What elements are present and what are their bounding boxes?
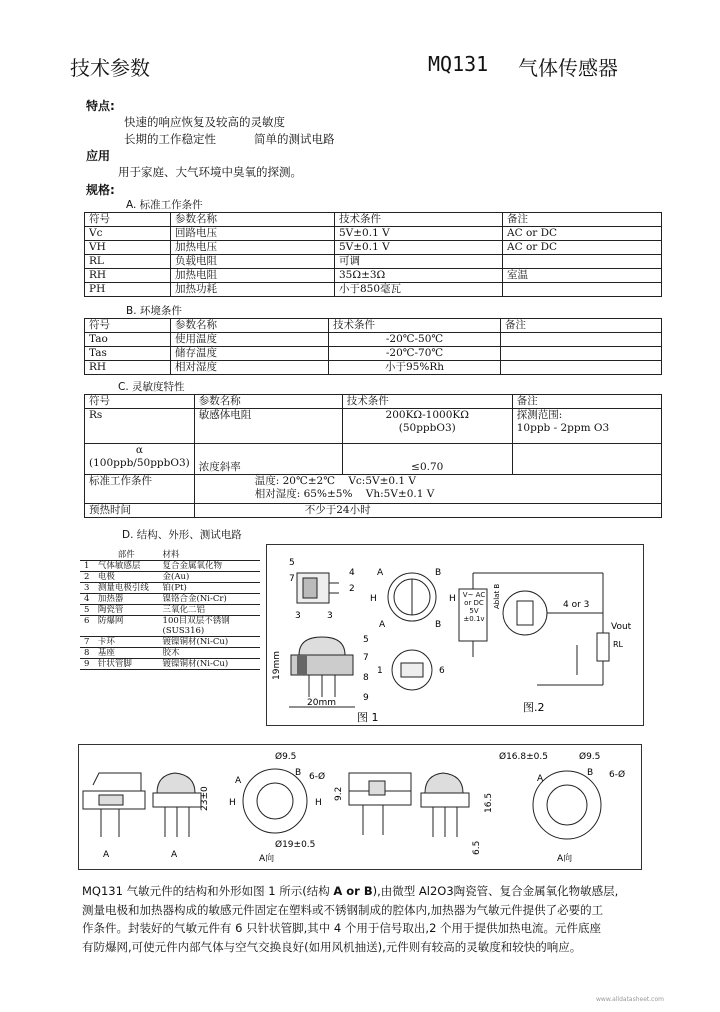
table-cell: AC or DC [503, 241, 662, 255]
features-line1: 快速的响应恢复及较高的灵敏度 [124, 115, 285, 129]
table-environment [84, 318, 662, 375]
table-cell [501, 333, 662, 347]
table-cell: AC or DC [503, 227, 662, 241]
table-cell: 加热器 [94, 594, 159, 605]
table-cell: 测量电极引线 [94, 583, 159, 594]
table-cell: 电极 [94, 572, 159, 583]
arrow-a-1: A [103, 850, 110, 860]
table-row [80, 616, 260, 637]
table-cell [501, 361, 662, 375]
dim-d19: Ø19±0.5 [275, 840, 316, 850]
table-row [85, 255, 662, 269]
sensor-core [303, 578, 317, 598]
table-cell: 气体敏感层 [94, 561, 159, 572]
dim-d9-5-a: Ø9.5 [275, 752, 297, 762]
table-cell: -20℃-50℃ [329, 333, 501, 347]
table-row [80, 648, 260, 659]
dim-6d-a: 6-Ø [309, 772, 326, 782]
table-cell: 三氧化二铝 [159, 605, 260, 616]
pin-label-h2: H [449, 594, 456, 604]
table-cell: Tao [85, 333, 171, 347]
table-cell: 小于850毫瓦 [335, 283, 503, 297]
dim-6-5: 6.5 [472, 840, 482, 855]
c1-b: B [295, 768, 302, 778]
table-cell: 陶瓷管 [94, 605, 159, 616]
table-cell: α (100ppb/50ppbO3) [85, 444, 195, 475]
table-cell: 备注 [512, 395, 661, 409]
table-cell: 8 [80, 648, 94, 659]
table-cell: 防爆网 [94, 616, 159, 637]
table-cell: 负载电阻 [171, 255, 335, 269]
c1-a: A [235, 776, 242, 786]
features-line2b: 简单的测试电路 [254, 132, 335, 146]
table-cell: 不少于24小时 [194, 504, 661, 518]
load-resistor [597, 633, 609, 661]
table-cell: 室温 [503, 269, 662, 283]
sensor-symbol [503, 591, 547, 635]
table-row [80, 572, 260, 583]
tableC-title: C. 灵敏度特性 [118, 381, 185, 393]
table-cell: 使用温度 [171, 333, 329, 347]
table-cell: 小于95%Rh [329, 361, 501, 375]
table-row [80, 637, 260, 648]
application-line: 用于家庭、大气环境中臭氧的探测。 [118, 165, 302, 179]
table-cell: 100目双层不锈钢(SUS316) [159, 616, 260, 637]
header-cell: 技术条件 [335, 213, 503, 227]
table-cell [512, 444, 661, 475]
header-cell: 参数名称 [171, 213, 335, 227]
table-cell: Tas [85, 347, 171, 361]
table-row [85, 241, 662, 255]
table-cell [80, 550, 94, 561]
vout-label: Vout [611, 622, 632, 632]
table-cell: 浓度斜率 [194, 444, 342, 475]
dim-20mm: 20mm [307, 698, 336, 708]
table-cell: 备注 [501, 319, 662, 333]
table-cell: 储存温度 [171, 347, 329, 361]
figure1-2-frame [266, 544, 644, 726]
table-header-row [85, 395, 662, 409]
table-cell [503, 255, 662, 269]
table-cell: 200KΩ-1000KΩ (50ppbO3) [342, 409, 512, 444]
table-cell: 参数名称 [194, 395, 342, 409]
callout-5: 5 [289, 558, 295, 568]
watermark: www.alldatasheet.com [596, 996, 664, 1003]
description-paragraph [82, 882, 662, 956]
para-line3: 作条件。封装好的气敏元件有 6 只针状管脚,其中 4 个用于信号取出,2 个用于提供加热电流。元件底座 [82, 921, 602, 935]
figure2-caption: 图.2 [523, 701, 545, 714]
table-cell: Rs [85, 409, 195, 444]
table-row [80, 594, 260, 605]
table-row [80, 605, 260, 616]
c1-h2: H [315, 798, 322, 808]
table-cell: 9 [80, 659, 94, 670]
table-row [85, 269, 662, 283]
table-cell: 3 [80, 583, 94, 594]
table-cell: 加热电阻 [171, 269, 335, 283]
table-row [85, 475, 662, 504]
table-row [85, 347, 662, 361]
c2-b: B [587, 768, 594, 778]
table-cell: 胶木 [159, 648, 260, 659]
table-row [85, 333, 662, 347]
table-cell: 预热时间 [85, 504, 195, 518]
para-line1a: MQ131 气敏元件的结构和外形如图 1 所示(结构 [82, 884, 334, 898]
dim-9-2: 9.2 [334, 786, 344, 801]
callout-3b: 3 [327, 611, 333, 621]
table-cell: PH [85, 283, 171, 297]
table-cell: 2 [80, 572, 94, 583]
table-cell: RH [85, 361, 171, 375]
table-row [80, 583, 260, 594]
table-cell: 复合金属氧化物 [159, 561, 260, 572]
table-cell: 标准工作条件 [85, 475, 195, 504]
table-row [80, 561, 260, 572]
table-row [85, 444, 662, 475]
callout-8: 8 [363, 673, 369, 683]
table-cell: 符号 [85, 319, 171, 333]
para-line4: 有防爆网,可使元件内部气体与空气交换良好(如用风机抽送),元件则有较高的灵敏度和较快的响应。 [82, 939, 582, 954]
dim-d9-5-b: Ø9.5 [579, 752, 601, 762]
table-parts [80, 550, 260, 670]
table-cell: 加热电压 [171, 241, 335, 255]
dim-23: 23±0 [200, 786, 210, 811]
table-cell: 材料 [159, 550, 260, 561]
tableD-title: D. 结构、外形、测试电路 [122, 529, 242, 541]
sensor-label: Ablat B [493, 583, 501, 609]
table-cell: 针状管脚 [94, 659, 159, 670]
header-cell: 符号 [85, 213, 171, 227]
table-cell: 部件 [94, 550, 159, 561]
table-cell: 5 [80, 605, 94, 616]
table-cell: 35Ω±3Ω [335, 269, 503, 283]
table-cell: 金(Au) [159, 572, 260, 583]
table-cell: 可调 [335, 255, 503, 269]
dim-16-5: 16.5 [484, 792, 494, 813]
table-cell: 7 [80, 637, 94, 648]
table-cell: 镀镍铜材(Ni-Cu) [159, 659, 260, 670]
arrow-a-2: A [171, 850, 178, 860]
table-cell: 符号 [85, 395, 195, 409]
table-row [85, 227, 662, 241]
spec-heading: 规格: [86, 183, 115, 197]
rl-label: RL [613, 640, 624, 649]
table-cell: 敏感体电阻 [194, 409, 342, 444]
callout-7: 7 [289, 574, 295, 584]
table-row [85, 283, 662, 297]
table-cell: ≤0.70 [342, 444, 512, 475]
callout-2: 2 [349, 584, 355, 594]
pins-label: 4 or 3 [563, 600, 590, 610]
table-cell: VH [85, 241, 171, 255]
pin-circle-1 [243, 769, 307, 833]
table-cell: 加热功耗 [171, 283, 335, 297]
para-line2: 测量电极和加热器构成的敏感元件固定在塑料或不锈钢制成的腔体内,加热器为气敏元件提供了必要的工 [82, 902, 604, 917]
callout-9: 9 [363, 693, 369, 703]
callout-5b: 5 [363, 635, 369, 645]
pin-label-a2: A [379, 620, 386, 630]
features-heading: 特点: [86, 99, 115, 113]
table-cell: 4 [80, 594, 94, 605]
dim-6d-b: 6-Ø [609, 770, 626, 780]
pin-label-h: H [370, 594, 377, 604]
pin-circle-2 [533, 771, 601, 839]
table-cell: 5V±0.1 V [335, 227, 503, 241]
doc-title-left: 技术参数 [70, 56, 150, 80]
application-heading: 应用 [86, 149, 111, 163]
callout-1: 1 [377, 666, 383, 676]
table-header-row [85, 213, 662, 227]
features-line2a: 长期的工作稳定性 [124, 132, 216, 146]
tableB-title: B. 环境条件 [126, 305, 182, 317]
dim-19mm: 19mm [272, 651, 282, 680]
pin-label-b: B [435, 568, 442, 578]
table-row [85, 409, 662, 444]
c1-h: H [229, 798, 236, 808]
table-cell: 铂(Pt) [159, 583, 260, 594]
source-label: V~ AC or DC 5V ±0.1v [462, 591, 486, 623]
table-header-row [85, 319, 662, 333]
table-cell: 5V±0.1 V [335, 241, 503, 255]
view-a-1: A向 [259, 854, 275, 864]
figure1-drawing [267, 545, 643, 725]
header-cell: 备注 [503, 213, 662, 227]
table-cell: 镀镍铜材(Ni-Cu) [159, 637, 260, 648]
figure1-caption: 图 1 [357, 711, 379, 724]
table-cell: 技术条件 [329, 319, 501, 333]
para-line1c: ),由微型 Al2O3陶瓷管、复合金属氧化物敏感层, [372, 884, 619, 898]
pin-label-b2: B [435, 620, 442, 630]
pin-label-a: A [377, 568, 384, 578]
table-row [85, 361, 662, 375]
table-cell: 镍铬合金(Ni-Cr) [159, 594, 260, 605]
table-cell: RH [85, 269, 171, 283]
table-standard-conditions [84, 212, 662, 297]
table-cell: 温度: 20℃±2℃ Vc:5V±0.1 V 相对湿度: 65%±5% Vh:5V±0.1 V [194, 475, 661, 504]
callout-3a: 3 [295, 611, 301, 621]
callout-6: 6 [439, 666, 445, 676]
callout-4: 4 [349, 568, 355, 578]
doc-title-right: 气体传感器 [518, 56, 618, 80]
table-cell: 卡环 [94, 637, 159, 648]
view-a-2: A向 [557, 854, 573, 864]
table-cell: RL [85, 255, 171, 269]
sensor-cap [299, 637, 345, 655]
table-cell: -20℃-70℃ [329, 347, 501, 361]
table-cell: 6 [80, 616, 94, 637]
table-cell: 参数名称 [171, 319, 329, 333]
para-line1b: A or B [333, 884, 373, 898]
c2-a: A [537, 774, 544, 784]
tableA-title: A. 标准工作条件 [126, 199, 203, 211]
table-sensitivity [84, 394, 662, 518]
table-cell: 回路电压 [171, 227, 335, 241]
figure3-drawing [79, 745, 641, 869]
table-cell: 相对湿度 [171, 361, 329, 375]
table-cell: 基座 [94, 648, 159, 659]
figure3-frame [78, 744, 642, 870]
table-row [85, 504, 662, 518]
table-cell: Vc [85, 227, 171, 241]
table-row [80, 659, 260, 670]
table-cell: 探测范围: 10ppb - 2ppm O3 [512, 409, 661, 444]
table-cell: 1 [80, 561, 94, 572]
table-cell [501, 347, 662, 361]
callout-7b: 7 [363, 653, 369, 663]
dim-d16-8: Ø16.8±0.5 [499, 752, 548, 762]
table-cell [503, 283, 662, 297]
table-header-row [80, 550, 260, 561]
doc-model: MQ131 [428, 52, 489, 76]
table-cell: 技术条件 [342, 395, 512, 409]
